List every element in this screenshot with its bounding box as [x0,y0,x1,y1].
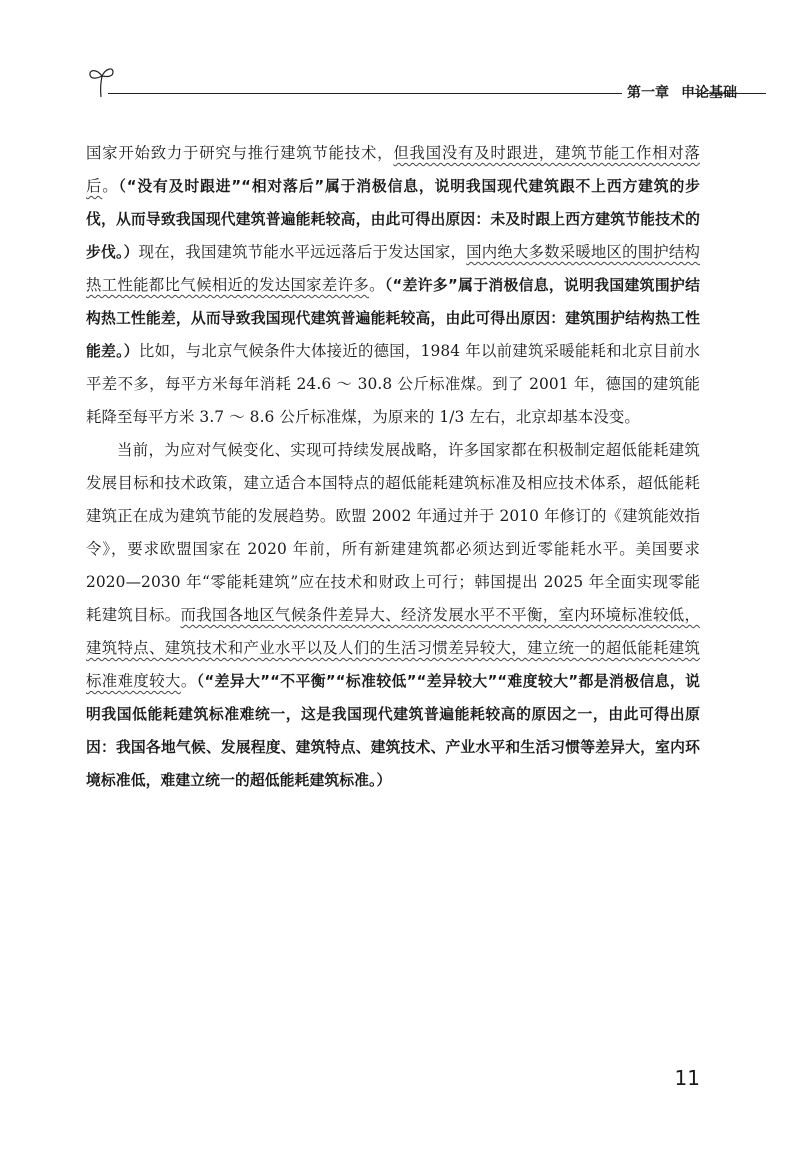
p1-text-2: 。 [102,177,119,195]
p1-text-3: 现在，我国建筑节能水平远远落后于发达国家， [138,243,467,261]
paragraph-1 [86,137,700,434]
p2-annotation-1: （“差异大”“不平衡”“标准较低”“差异较大”“难度较大”都是消极信息，说明我国低能耗建筑标准难统一，这是我国现代建筑普遍能耗较高的原因之一，由此可得出原因：我国各地气候、发展程度、建筑特点、建筑技术、产业水平和生活习惯等差异大，室内环境标准低，难建立统一的超低能耗建筑标准。） [86,673,700,789]
chapter-heading [627,82,737,102]
p1-annotation-1: （“没有及时跟进”“相对落后”属于消极信息，说明我国现代建筑跟不上西方建筑的步伐，从而导致我国现代建筑普遍能耗较高，由此可得出原因：未及时跟上西方建筑节能技术的步伐。） [86,178,701,261]
p2-underlined-1: 而我国各地区气候条件差异大、经济发展水平不平衡，室内环境标准较低，建筑特点、建筑技术和产业水平以及人们的生活习惯差异较大，建立统一的超低能耗建筑标准难度较大 [86,606,700,690]
p1-text-1: 国家开始致力于研究与推行建筑节能技术， [86,144,394,162]
header-rule-left [108,93,622,94]
running-header [86,62,766,102]
chapter-number: 第一章 [627,85,669,101]
p1-annotation-2: （“差许多”属于消极信息，说明我国建筑围护结构热工性能差，从而导致我国现代建筑普遍能耗较高，由此可得出原因：建筑围护结构热工性能差。） [86,277,700,360]
p1-text-4: 。 [369,276,385,294]
paragraph-2 [86,434,700,797]
section-title: 申论基础 [681,85,737,101]
p1-text-5: 比如，与北京气候条件大体接近的德国，1984 年以前建筑采暖能耗和北京目前水平差不多，每平方米每年消耗 24.6 ～ 30.8 公斤标准煤。到了 2001 年，德国的建筑能耗降至每平方米 3.7 ～ 8.6 公斤标准煤，为原来的 1/3 左右，北京却基本没变。 [86,342,700,426]
page-body [86,137,700,797]
p1-underlined-1: 但我国没有及时跟进，建筑节能工作相对落后 [86,144,700,195]
p1-underlined-2: 国内绝大多数采暖地区的围护结构热工性能都比气候相近的发达国家差许多 [86,243,700,294]
page-number: 11 [674,1066,700,1090]
header-rule-right [692,93,766,94]
p2-text-1: 当前，为应对气候变化、实现可持续发展战略，许多国家都在积极制定超低能耗建筑发展目标和技术政策，建立适合本国特点的超低能耗建筑标准及相应技术体系，超低能耗建筑正在成为建筑节能的发展趋势。欧盟 2002 年通过并于 2010 年修订的《建筑能效指令》，要求欧盟国家在 2020 年前，所有新建建筑都必须达到近零能耗水平。美国要求 2020—2030 年“零能耗建筑”应在技术和财政上可行；韩国提出 2025 年全面实现零能耗建筑目标。 [86,441,700,624]
p2-text-2: 。 [180,672,197,690]
